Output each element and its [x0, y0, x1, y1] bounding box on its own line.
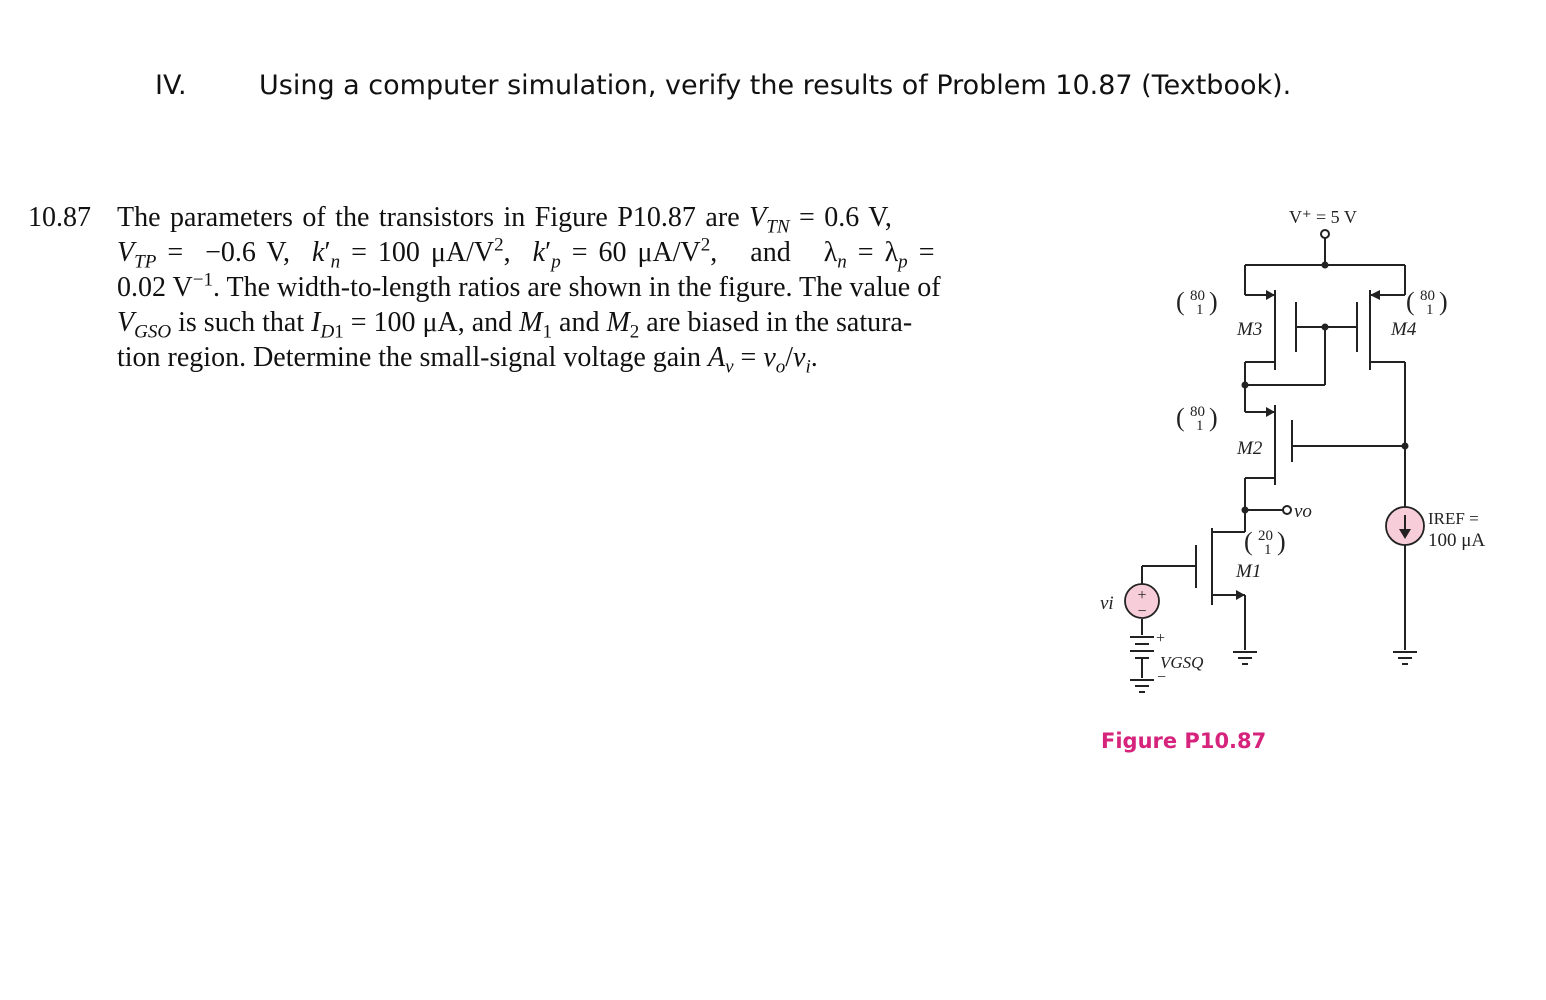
ratio-label-m1: [1244, 527, 1286, 558]
bias-minus: −: [1157, 669, 1167, 686]
m1-label: M1: [1236, 561, 1262, 582]
svg-text:80: 80: [1420, 288, 1435, 304]
svg-text:1: 1: [1264, 542, 1272, 558]
circuit-figure: [1080, 190, 1540, 780]
m2-source-arrow: [1266, 407, 1275, 417]
junction-dot: [1322, 324, 1329, 331]
svg-text:): ): [1439, 287, 1448, 316]
junction-dot: [1322, 262, 1329, 269]
section-instruction: Using a computer simulation, verify the results of Problem 10.87 (Textbook).: [259, 70, 1292, 101]
ratio-label-m4: [1406, 287, 1448, 318]
transistor-m2: [1245, 405, 1405, 485]
svg-text:(: (: [1176, 287, 1185, 316]
svg-text:): ): [1209, 287, 1218, 316]
problem-line-4: $V_{GSO}$ is such that $I_{D1} = 100$ μA, and $M_1$ and $M_2$ are biased in the satura-: [117, 307, 913, 343]
iref-label: IREF =: [1428, 509, 1479, 528]
transistor-m4: [1357, 265, 1405, 370]
svg-text:(: (: [1176, 403, 1185, 432]
junction-dot: [1242, 507, 1249, 514]
svg-text:): ): [1209, 403, 1218, 432]
problem-line-2: $V_{TP} = -0.6$ V, $k'_n = 100$ $\mu A/V^2$, $k'_p = 60$ $\mu A/V^2$, and $\lambda_n = \lambda_p$ =: [117, 234, 935, 273]
m2-label: M2: [1237, 438, 1263, 459]
figure-caption: Figure P10.87: [1101, 729, 1267, 753]
problem-number: 10.87: [28, 202, 91, 233]
svg-text:(: (: [1406, 287, 1415, 316]
bias-plus: +: [1156, 630, 1166, 647]
m3-label: M3: [1237, 319, 1263, 340]
svg-text:−: −: [1137, 603, 1147, 620]
junction-dot: [1242, 382, 1249, 389]
output-label: vo: [1294, 501, 1312, 522]
problem-line-5: tion region. Determine the small-signal voltage gain $A_v = v_o/v_i$.: [117, 342, 818, 378]
svg-text:+: +: [1137, 587, 1147, 604]
junction-dot: [1402, 443, 1409, 450]
problem-line-1: The parameters of the transistors in Figure P10.87 are $V_{TN} = 0.6$ V,: [117, 202, 892, 238]
ratio-label-m2: [1176, 403, 1218, 434]
circuit-schematic: [1080, 190, 1540, 780]
ground-symbol-m1: [1233, 652, 1257, 664]
problem-line-3: 0.02 $V^{-1}$. The width-to-length ratios are shown in the figure. The value of: [117, 269, 941, 303]
m3-source-arrow: [1266, 290, 1275, 300]
svg-text:1: 1: [1196, 302, 1204, 318]
svg-text:20: 20: [1258, 528, 1273, 544]
ground-symbol-iref: [1393, 652, 1417, 664]
svg-text:1: 1: [1196, 418, 1204, 434]
supply-terminal: [1321, 230, 1329, 238]
m1-source-arrow: [1236, 590, 1245, 600]
input-label: vi: [1100, 593, 1114, 614]
ratio-label-m3: [1176, 287, 1218, 318]
iref-value: 100 μA: [1428, 530, 1486, 551]
bias-label: VGSQ: [1160, 653, 1204, 672]
supply-label: V⁺ = 5 V: [1289, 207, 1357, 227]
ground-symbol-bias: [1130, 680, 1154, 692]
svg-text:(: (: [1244, 527, 1253, 556]
output-terminal: [1283, 506, 1291, 514]
svg-text:): ): [1277, 527, 1286, 556]
transistor-m3: [1245, 265, 1296, 370]
svg-text:80: 80: [1190, 288, 1205, 304]
m4-source-arrow: [1370, 290, 1380, 300]
svg-text:1: 1: [1426, 302, 1434, 318]
section-numeral: IV.: [155, 70, 187, 101]
svg-text:80: 80: [1190, 404, 1205, 420]
m4-label: M4: [1391, 319, 1417, 340]
